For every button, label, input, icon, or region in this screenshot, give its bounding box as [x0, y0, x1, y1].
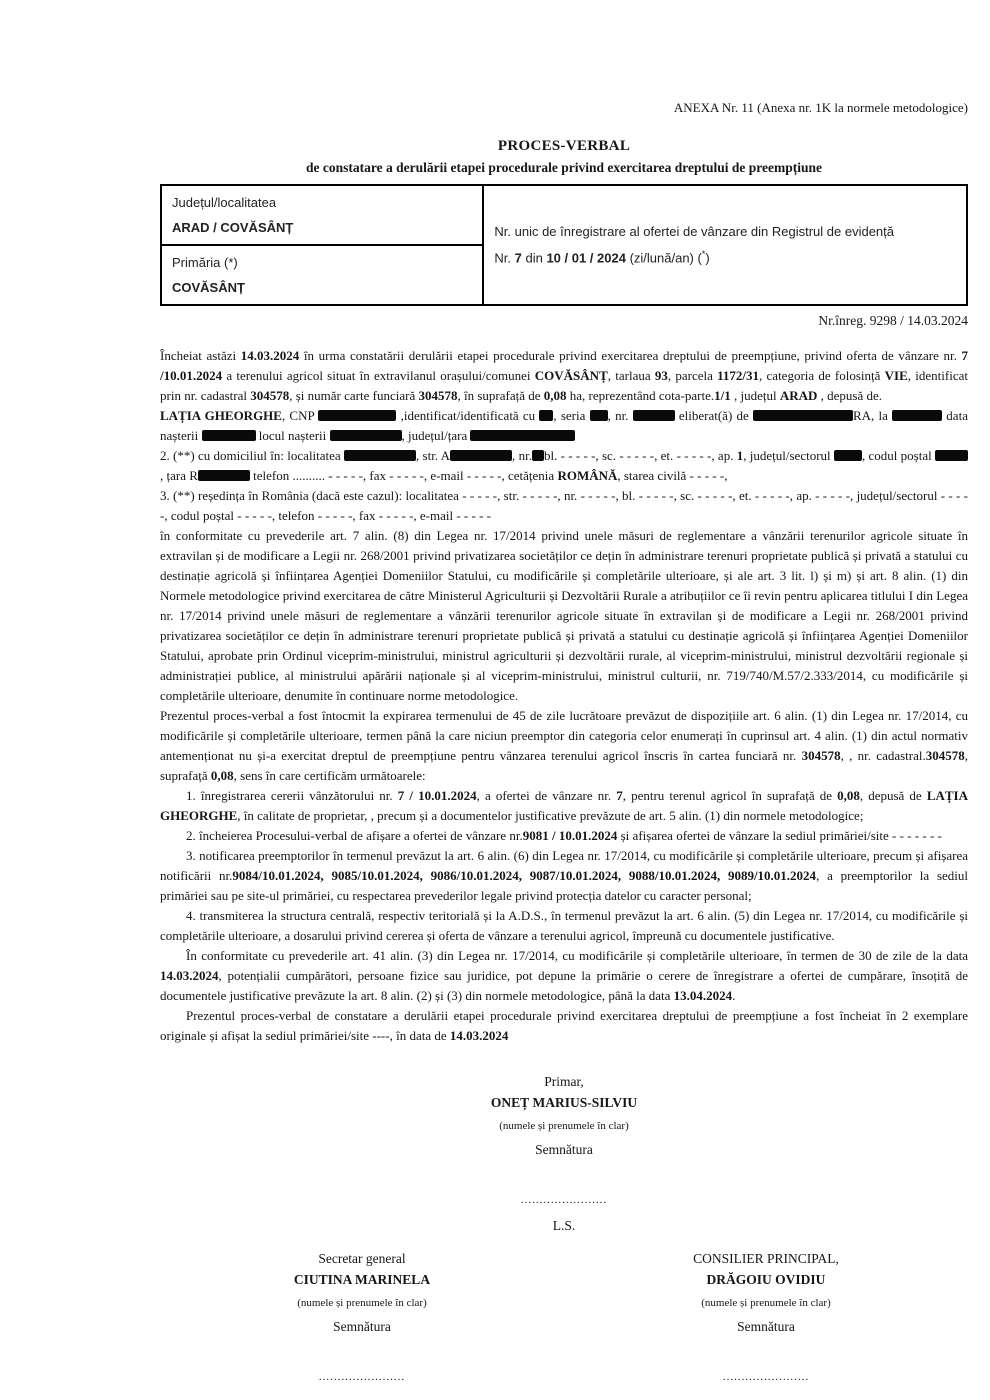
- redaction-bar: [633, 410, 675, 421]
- primar-role: Primar,: [544, 1074, 584, 1089]
- lower-signatures-row: [160, 1249, 968, 1387]
- offer-registration-value: Nr. 7 din 10 / 01 / 2024 (zi/lună/an) (*): [494, 249, 710, 266]
- secretar-signature-block: [160, 1249, 564, 1387]
- secretar-role: Secretar general: [318, 1251, 406, 1266]
- paragraph-closing: Prezentul proces-verbal de constatare a derulării etapei procedurale privind exercitarea dreptului de preempțiune a fost încheiat în 2 exemplare originale și afișat la sediul primăriei/site ----, în data de 14.03.2024: [160, 1008, 968, 1043]
- paragraph-term-expiry: Prezentul proces-verbal a fost întocmit la expirarea termenului de 45 de zile lucrătoare prevăzut de dispozițiile art. 6 alin. (1) din Legea nr. 17/2014, cu modificările și completările ulterioare, termen până la care niciun preemptor din categoria celor enumerați în cuprinsul art. 4 alin. (1) din actul normativ antemenționat nu și-a exercitat dreptul de preempțiune pentru vânzarea terenului agricol înscris în cartea funciară nr. 304578, , nr. cadastral.304578, suprafață 0,08, sens în care certificăm următoarele:: [160, 708, 968, 783]
- redaction-bar: [450, 450, 512, 461]
- list-item-2: 2. încheierea Procesului-verbal de afișare a ofertei de vânzare nr.9081 / 10.01.2024 și afișarea ofertei de vânzare la sediul primăriei/site - - - - - - -: [186, 828, 942, 843]
- list-item-1: 1. înregistrarea cererii vânzătorului nr. 7 / 10.01.2024, a ofertei de vânzare nr. 7, pentru terenul agricol în suprafață de 0,08, depusă de LAȚIA GHEORGHE, în calitate de proprietar, , precum și a documentelor justificative prevăzute de art. 5 alin. (1) din normele metodologice;: [160, 788, 968, 823]
- redaction-bar: [539, 410, 553, 421]
- consilier-signature-dots: .......................: [722, 1371, 810, 1383]
- internal-registration-number: Nr.înreg. 9298 / 14.03.2024: [818, 313, 968, 328]
- county-cell: [161, 185, 483, 245]
- consilier-role: CONSILIER PRINCIPAL,: [693, 1251, 839, 1266]
- primar-signature-label: Semnătura: [535, 1142, 593, 1157]
- secretar-name: CIUTINA MARINELA: [293, 1272, 431, 1287]
- primar-signature-dots: .......................: [520, 1194, 608, 1206]
- consilier-signature-block: [564, 1249, 968, 1387]
- doc-title: PROCES-VERBAL: [497, 138, 631, 154]
- document-body: [160, 346, 968, 1046]
- paragraph-seller-identity: LAȚIA GHEORGHE, CNP ,identificat/identificată cu , seria , nr. eliberat(ă) de RA, la data nașterii locul nașterii , județul/țara: [160, 408, 968, 443]
- paragraph-domicile: 2. (**) cu domiciliul în: localitatea , str. A , nr. bl. - - - - -, sc. - - - - -, et. - - - - -, ap. 1, județul/sectorul , codul poștal , țara R telefon .......... - - - - -, fax - - - - -, e-mail - - - - -, cetățenia ROMÂNĂ, starea civilă - - - - -,: [160, 446, 968, 486]
- primar-name-clarification: (numele și prenumele în clar): [499, 1120, 629, 1132]
- annex-reference: ANEXA Nr. 11 (Anexa nr. 1K la normele metodologice): [673, 100, 968, 115]
- redaction-bar: [590, 410, 608, 421]
- registration-info-table: [160, 184, 968, 306]
- list-item-3: 3. notificarea preemptorilor în termenul prevăzut la art. 6 alin. (6) din Legea nr. 17/2014, cu modificările și completările ulterioare, precum și afișarea notificării nr.9084/10.01.2024, 9085/10.01.2024, 9086/10.01.2024, 9087/10.01.2024, 9088/10.01.2024, 9089/10.01.2024, a preemptorilor la sediul primăriei sau pe site-ul primăriei, cu respectarea prevederilor legale privind protecția datelor cu caracter personal;: [160, 848, 968, 903]
- redaction-bar: [753, 410, 853, 421]
- offer-registration-title: Nr. unic de înregistrare al ofertei de vânzare din Registrul de evidență: [494, 224, 895, 240]
- county-value: ARAD / COVĂSÂNȚ: [172, 220, 294, 235]
- redaction-bar: [892, 410, 942, 421]
- redaction-bar: [834, 450, 862, 461]
- primaria-value: COVĂSÂNȚ: [172, 280, 245, 295]
- offer-registration-cell: [483, 185, 967, 305]
- primaria-cell: [161, 245, 483, 305]
- consilier-name: DRĂGOIU OVIDIU: [706, 1272, 826, 1287]
- redaction-bar: [318, 410, 396, 421]
- county-label: Județul/localitatea: [172, 195, 277, 210]
- redaction-bar: [330, 430, 402, 441]
- primar-signature-block: [160, 1072, 968, 1235]
- redaction-bar: [344, 450, 416, 461]
- paragraph-intro: Încheiat astăzi 14.03.2024 în urma constatării derulării etapei procedurale privind exercitarea dreptului de preempțiune, privind oferta de vânzare nr. 7 /10.01.2024 a terenului agricol situat în extravilanul orașului/comunei COVĂSÂNȚ, tarlaua 93, parcela 1172/31, categoria de folosință VIE, identificat prin nr. cadastral 304578, și număr carte funciară 304578, în suprafață de 0,08 ha, reprezentând cota-parte.1/1 , județul ARAD , depusă de.: [160, 348, 968, 403]
- secretar-signature-label: Semnătura: [333, 1319, 391, 1334]
- ls-stamp-label: L.S.: [552, 1218, 576, 1233]
- list-item-4: 4. transmiterea la structura centrală, respectiv teritorială și la A.D.S., în termenul prevăzut la art. 6 alin. (5) din Legea nr. 17/2014, cu modificările și completările ulterioare, a dosarului privind cererea și oferta de vânzare a terenului agricol, împreună cu documentele justificative.: [160, 908, 968, 943]
- redaction-bar: [198, 470, 250, 481]
- paragraph-residence: 3. (**) reședința în România (dacă este cazul): localitatea - - - - -, str. - - - - -, nr. - - - - -, bl. - - - - -, sc. - - - - -, et. - - - - -, ap. - - - - -, județul/sectorul - - - - -, codul poștal - - - - -, telefon - - - - -, fax - - - - -, e-mail - - - - -: [160, 488, 968, 523]
- consilier-signature-label: Semnătura: [737, 1319, 795, 1334]
- doc-subtitle: de constatare a derulării etapei procedurale privind exercitarea dreptului de preempțiune: [306, 160, 822, 175]
- secretar-name-clarification: (numele și prenumele în clar): [297, 1297, 427, 1309]
- primaria-label: Primăria (*): [172, 255, 238, 270]
- redaction-bar: [470, 430, 575, 441]
- secretar-signature-dots: .......................: [318, 1371, 406, 1383]
- paragraph-legal-basis: în conformitate cu prevederile art. 7 alin. (8) din Legea nr. 17/2014 privind unele măsuri de reglementare a vânzării terenurilor agricole situate în extravilan și de modificare a Legii nr. 268/2001 privind privatizarea societăților ce dețin în administrare terenuri proprietate publică și privată a statului cu destinație agricolă și înființarea Agenției Domeniilor Statului, cu modificările și completările ulterioare, și ale art. 3 lit. l) și m) și art. 8 alin. (1) din Normele metodologice privind exercitarea de către Ministerul Agriculturii și Dezvoltării Rurale a atribuțiilor ce îi revin pentru aplicarea titlului I din Legea nr. 17/2014 privind unele măsuri de reglementare a vânzării terenurilor agricole situate în extravilan și de modificare a Legii nr. 268/2001 privind privatizarea societăților ce dețin în administrare terenuri proprietate publică și privată a statului cu destinație agricolă și înființarea Agenției Domeniilor Statului, aprobate prin Ordinul viceprim-ministrului, ministrul agriculturii și dezvoltării rurale, al viceprim-ministrului, ministrul dezvoltării regionale și administrației publice, al ministrului apărării naționale și al viceprim-ministrului, ministrul culturii, nr. 719/740/M.57/2.333/2014, cu modificările și completările ulterioare, denumite în continuare norme metodologice.: [160, 528, 968, 703]
- redaction-bar: [202, 430, 256, 441]
- paragraph-buyers-deadline: În conformitate cu prevederile art. 41 alin. (3) din Legea nr. 17/2014, cu modificările și completările ulterioare, în termen de 30 de zile de la data 14.03.2024, potențialii cumpărători, persoane fizice sau juridice, pot depune la primărie o cerere de înregistrare a ofertei de cumpărare, însoțită de documentele justificative prevăzute la art. 8 alin. (2) și (3) din normele metodologice, până la data 13.04.2024.: [160, 948, 968, 1003]
- primar-name: ONEȚ MARIUS-SILVIU: [490, 1095, 638, 1110]
- redaction-bar: [935, 450, 968, 461]
- consilier-name-clarification: (numele și prenumele în clar): [701, 1297, 831, 1309]
- redaction-bar: [532, 450, 544, 461]
